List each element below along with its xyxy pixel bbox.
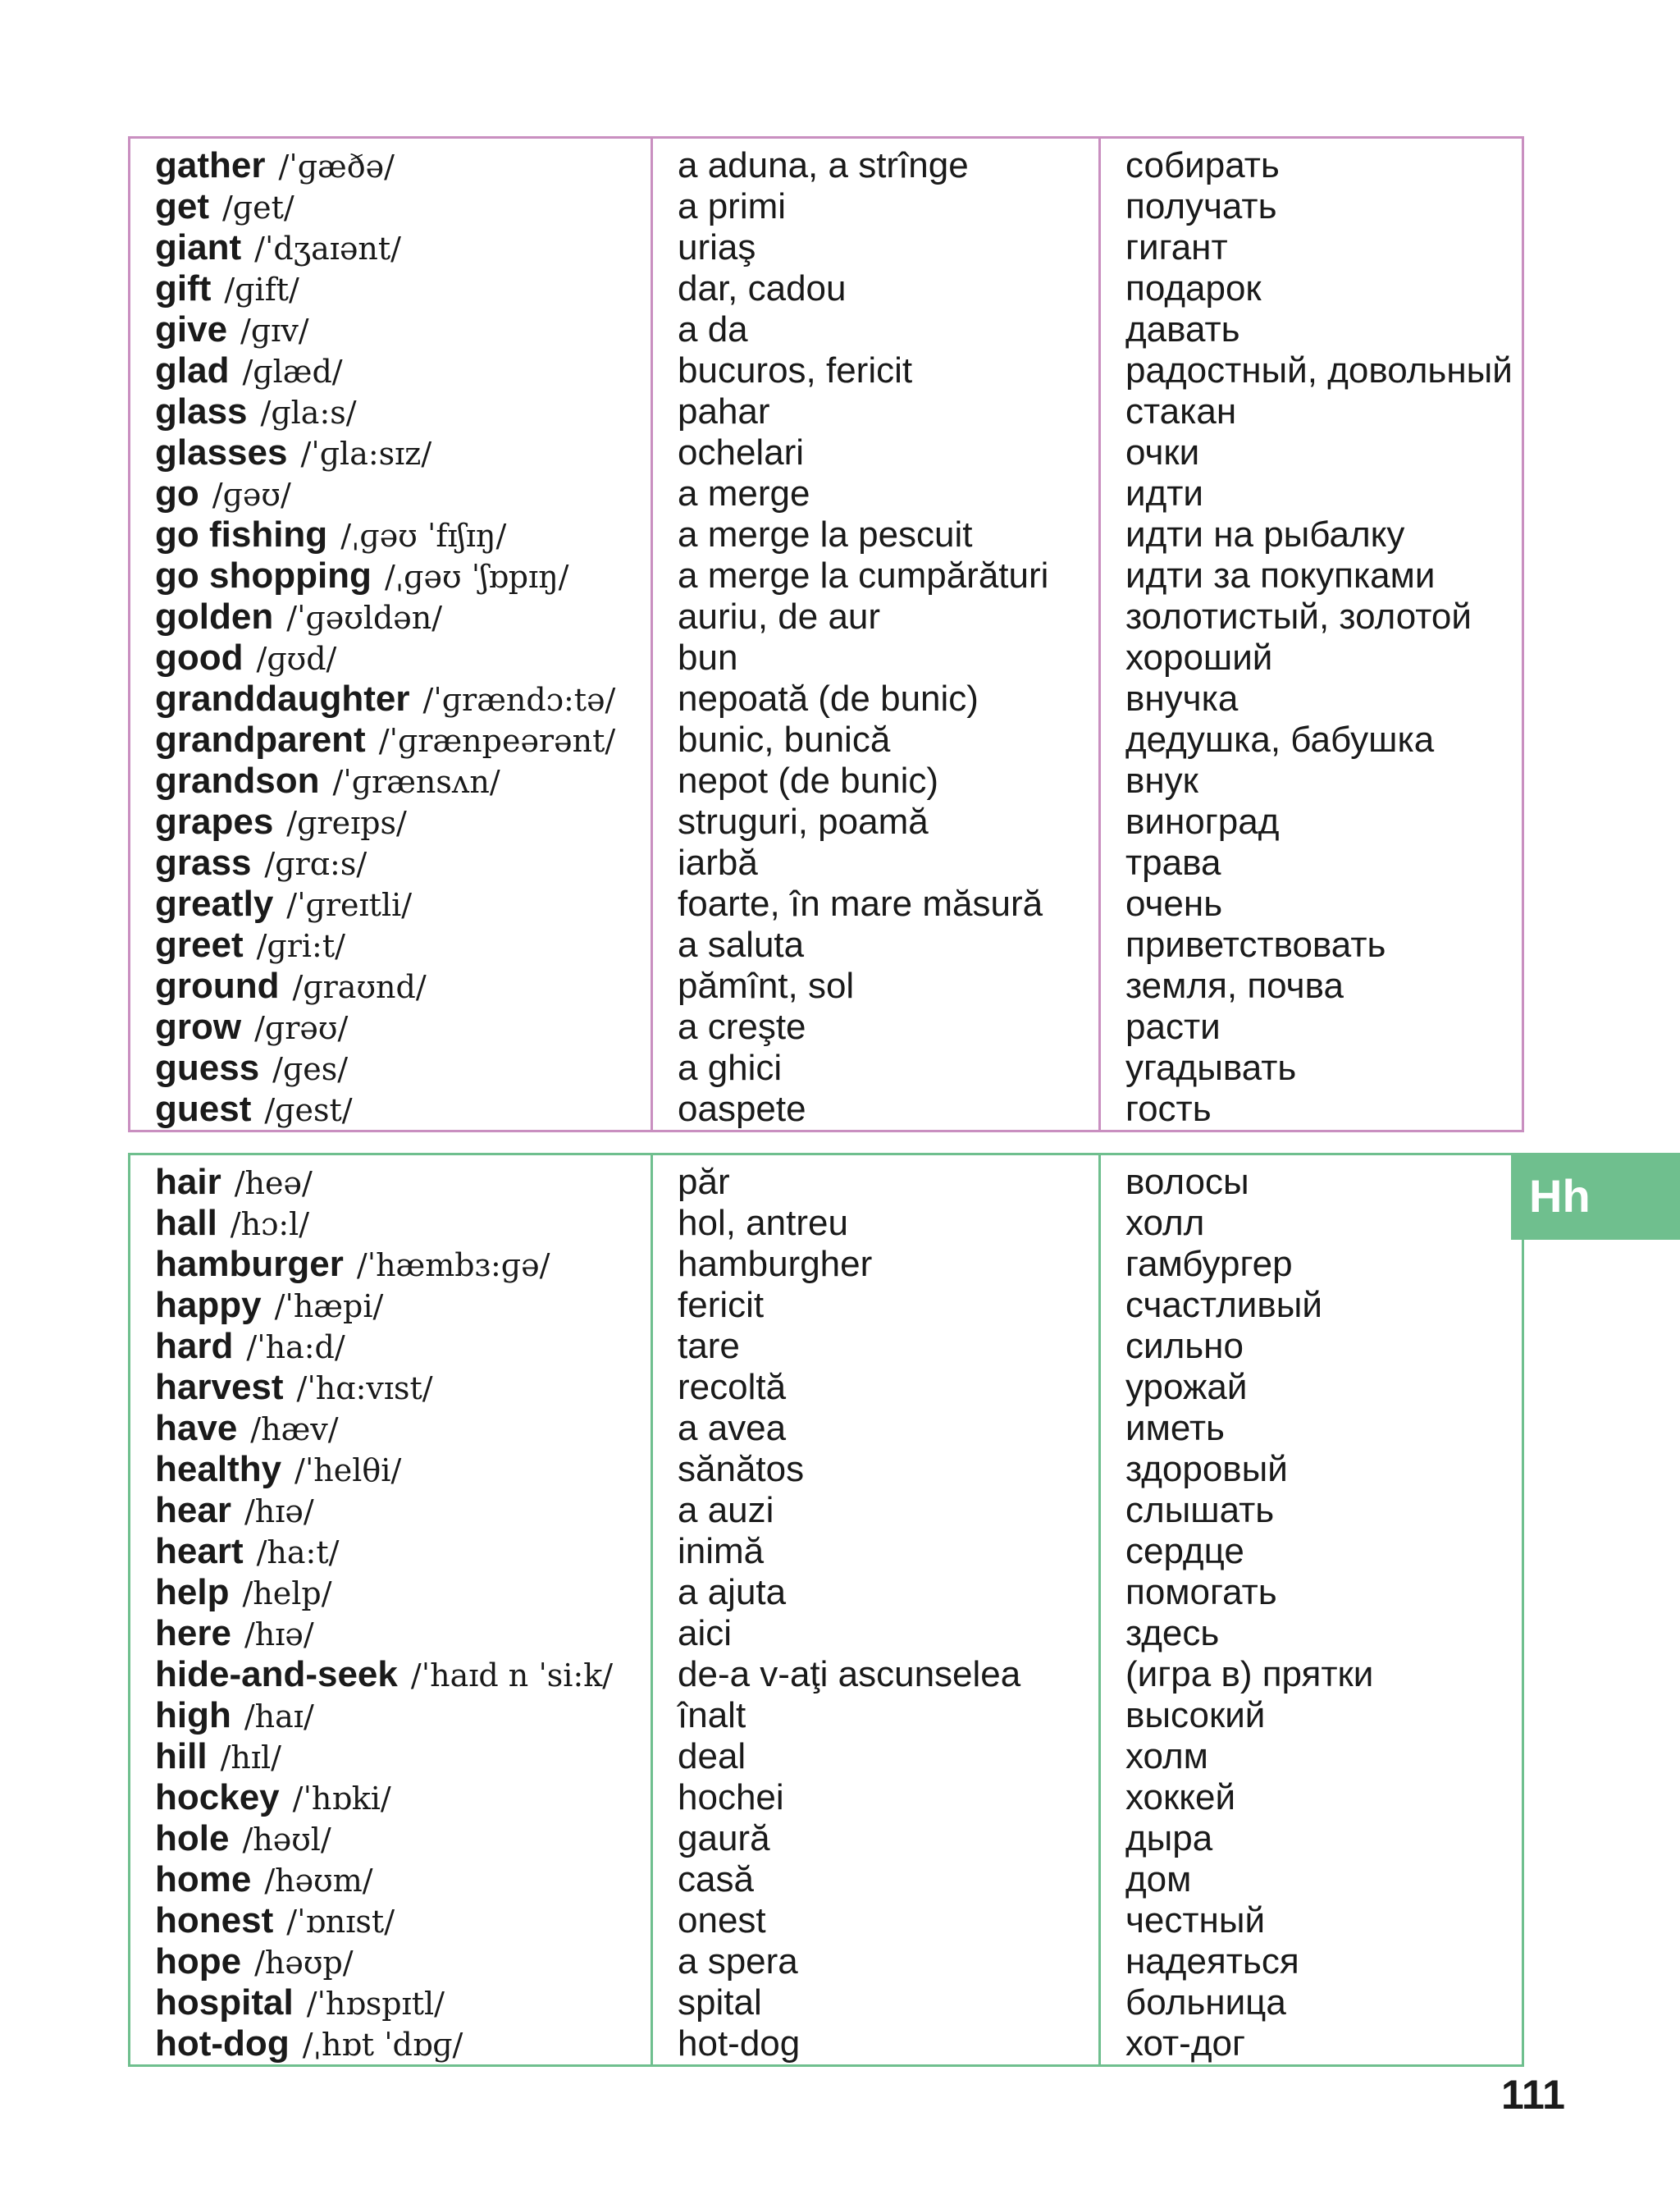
entry-transcription: /ɡrəʊ/: [254, 1010, 349, 1046]
entry-word: get: [155, 186, 209, 226]
entry-word: hill: [155, 1736, 208, 1776]
romanian-column: [652, 1154, 1100, 2066]
entry-english: [130, 1736, 651, 1777]
entry-russian: трава: [1125, 843, 1221, 883]
entry-word: happy: [155, 1285, 262, 1325]
entry-russian: слышать: [1125, 1490, 1275, 1530]
entry-english: [130, 514, 651, 555]
entry-transcription: /ɡraʊnd/: [292, 969, 427, 1005]
entry-word: good: [155, 638, 244, 678]
entry-romanian: dar, cadou: [678, 268, 847, 309]
entry-transcription: /ˈhɒki/: [292, 1780, 391, 1817]
entry-romanian: a merge: [678, 473, 810, 514]
entry-russian: угадывать: [1125, 1048, 1297, 1088]
entry-russian: внучка: [1125, 679, 1239, 719]
entry-romanian: a aduna, a strînge: [678, 145, 969, 185]
entry-word: hockey: [155, 1777, 280, 1817]
entry-english: [130, 145, 651, 186]
entry-russian: получать: [1125, 186, 1277, 226]
entry-romanian: a da: [678, 309, 748, 350]
entry-romanian: sănătos: [678, 1449, 805, 1489]
entry-romanian: deal: [678, 1736, 746, 1776]
entry-word: have: [155, 1408, 238, 1448]
entry-english: [130, 1941, 651, 1982]
entry-word: high: [155, 1695, 231, 1735]
entry-english: [130, 802, 651, 843]
entry-romanian: de-a v-aţi ascunselea: [678, 1654, 1021, 1694]
entry-russian: гигант: [1125, 227, 1228, 267]
entry-romanian: a spera: [678, 1941, 798, 1982]
entry-word: guess: [155, 1048, 260, 1088]
entry-russian: хоккей: [1125, 1777, 1236, 1817]
entry-word: grandson: [155, 761, 320, 801]
entry-russian: хот-дог: [1125, 2023, 1246, 2064]
entry-romanian: fericit: [678, 1285, 765, 1325]
entry-romanian: iarbă: [678, 843, 758, 883]
entry-transcription: /ɡlæd/: [242, 354, 343, 390]
entry-word: healthy: [155, 1449, 282, 1489]
entry-romanian: pămînt, sol: [678, 966, 855, 1006]
entry-transcription: /ˈɒnɪst/: [286, 1904, 395, 1940]
entry-romanian: a merge la pescuit: [678, 514, 973, 555]
english-column: [130, 138, 652, 1131]
entry-word: go shopping: [155, 555, 372, 596]
entry-word: glad: [155, 350, 230, 391]
entry-word: hard: [155, 1326, 234, 1366]
entry-romanian: a saluta: [678, 925, 805, 965]
entry-transcription: /ɡri:t/: [256, 928, 345, 964]
entry-russian: земля, почва: [1125, 966, 1344, 1006]
entry-english: [130, 227, 651, 268]
vocabulary-table-g: [128, 136, 1524, 1132]
entry-romanian: hot-dog: [678, 2023, 801, 2064]
entry-english: [130, 843, 651, 884]
entry-word: gather: [155, 145, 266, 185]
entry-word: go fishing: [155, 514, 328, 555]
entry-transcription: /ˈhaɪd n ˈsi:k/: [410, 1657, 614, 1694]
entry-russian: радостный, довольный: [1125, 350, 1513, 391]
entry-romanian: bunic, bunică: [678, 720, 891, 760]
entry-transcription: /ˈhæmbɜ:ɡə/: [356, 1247, 550, 1283]
entry-russian: сердце: [1125, 1531, 1244, 1571]
entry-transcription: /ɡift/: [224, 272, 299, 308]
entry-word: hamburger: [155, 1244, 344, 1284]
entry-romanian: uriaş: [678, 227, 756, 267]
russian-column: [1100, 138, 1523, 1131]
entry-romanian: nepot (de bunic): [678, 761, 938, 801]
entry-russian: собирать: [1125, 145, 1280, 185]
entry-romanian: spital: [678, 1982, 762, 2023]
entry-english: [130, 1449, 651, 1490]
russian-column: [1100, 1154, 1523, 2066]
entry-transcription: /ˈha:d/: [246, 1329, 345, 1365]
entry-word: harvest: [155, 1367, 284, 1407]
entry-russian: хороший: [1125, 638, 1273, 678]
entry-word: grapes: [155, 802, 274, 842]
entry-transcription: /ˈɡrænpeərənt/: [378, 723, 616, 759]
entry-word: hope: [155, 1941, 242, 1982]
entry-transcription: /ɡreɪps/: [286, 805, 407, 841]
entry-romanian: nepoată (de bunic): [678, 679, 979, 719]
entry-word: guest: [155, 1089, 252, 1129]
romanian-column: [652, 138, 1100, 1131]
entry-english: [130, 1900, 651, 1941]
entry-transcription: /heə/: [234, 1165, 313, 1201]
entry-transcription: /ˈhelθi/: [294, 1452, 402, 1488]
entry-word: hide-and-seek: [155, 1654, 398, 1694]
entry-russian: сильно: [1125, 1326, 1244, 1366]
entry-romanian: struguri, poamă: [678, 802, 929, 842]
entry-english: [130, 1777, 651, 1818]
entry-romanian: foarte, în mare măsură: [678, 884, 1043, 924]
entry-transcription: /ˈɡəʊldən/: [286, 600, 443, 636]
entry-english: [130, 1408, 651, 1449]
entry-english: [130, 1244, 651, 1285]
entry-russian: расти: [1125, 1007, 1221, 1047]
entry-russian: очки: [1125, 432, 1200, 473]
entry-transcription: /ˈhɒspɪtl/: [306, 1986, 445, 2022]
entry-english: [130, 2023, 651, 2064]
entry-russian: идти за покупками: [1125, 555, 1436, 596]
entry-transcription: /həʊm/: [264, 1863, 373, 1899]
entry-russian: идти на рыбалку: [1125, 514, 1405, 555]
entry-english: [130, 309, 651, 350]
entry-romanian: pahar: [678, 391, 770, 432]
entry-transcription: /həʊl/: [242, 1822, 331, 1858]
entry-english: [130, 1531, 651, 1572]
entry-word: gift: [155, 268, 212, 309]
entry-romanian: hochei: [678, 1777, 784, 1817]
entry-word: hospital: [155, 1982, 294, 2023]
entry-english: [130, 761, 651, 802]
entry-word: glass: [155, 391, 248, 432]
entry-russian: дом: [1125, 1859, 1192, 1899]
entry-word: home: [155, 1859, 252, 1899]
entry-russian: гость: [1125, 1089, 1212, 1129]
entry-romanian: casă: [678, 1859, 754, 1899]
entry-romanian: bucuros, fericit: [678, 350, 913, 391]
entry-romanian: înalt: [678, 1695, 746, 1735]
entry-romanian: hamburgher: [678, 1244, 873, 1284]
entry-transcription: /ˈhɑ:vɪst/: [296, 1370, 433, 1406]
entry-english: [130, 679, 651, 720]
entry-russian: идти: [1125, 473, 1203, 514]
entry-transcription: /ˌhɒt ˈdɒɡ/: [302, 2027, 463, 2063]
entry-russian: холм: [1125, 1736, 1208, 1776]
entry-english: [130, 1089, 651, 1130]
entry-russian: виноград: [1125, 802, 1280, 842]
entry-transcription: /ɡest/: [264, 1092, 353, 1128]
entry-word: give: [155, 309, 228, 350]
entry-english: [130, 473, 651, 514]
entry-word: hole: [155, 1818, 230, 1858]
entry-english: [130, 1818, 651, 1859]
entry-romanian: ochelari: [678, 432, 805, 473]
entry-english: [130, 1203, 651, 1244]
entry-transcription: /ˈhæpi/: [274, 1288, 384, 1324]
entry-russian: надеяться: [1125, 1941, 1299, 1982]
entry-english: [130, 1654, 651, 1695]
entry-english: [130, 391, 651, 432]
entry-transcription: /həʊp/: [254, 1945, 354, 1981]
entry-word: here: [155, 1613, 231, 1653]
entry-word: heart: [155, 1531, 244, 1571]
entry-word: hot-dog: [155, 2023, 290, 2064]
entry-word: grass: [155, 843, 252, 883]
page-number: 111: [1501, 2072, 1565, 2118]
entry-russian: честный: [1125, 1900, 1266, 1940]
entry-russian: стакан: [1125, 391, 1237, 432]
entry-romanian: a ghici: [678, 1048, 783, 1088]
entry-romanian: inimă: [678, 1531, 765, 1571]
entry-transcription: /hɪə/: [244, 1493, 314, 1529]
english-column: [130, 1154, 652, 2066]
entry-romanian: a creşte: [678, 1007, 806, 1047]
entry-transcription: /ɡrɑ:s/: [264, 846, 368, 882]
entry-english: [130, 1695, 651, 1736]
entry-russian: урожай: [1125, 1367, 1248, 1407]
entry-russian: холл: [1125, 1203, 1205, 1243]
entry-english: [130, 720, 651, 761]
entry-russian: высокий: [1125, 1695, 1266, 1735]
entry-russian: (игра в) прятки: [1125, 1654, 1374, 1694]
entry-romanian: a avea: [678, 1408, 787, 1448]
entry-transcription: /ˌɡəʊ ˈfɪʃɪŋ/: [340, 518, 507, 554]
entry-transcription: /ɡɪv/: [240, 313, 309, 349]
entry-english: [130, 186, 651, 227]
entry-russian: помогать: [1125, 1572, 1277, 1612]
entry-english: [130, 1367, 651, 1408]
entry-english: [130, 1285, 651, 1326]
entry-transcription: /ˈɡrænsʌn/: [332, 764, 500, 800]
entry-english: [130, 555, 651, 597]
entry-english: [130, 925, 651, 966]
entry-english: [130, 268, 651, 309]
entry-russian: волосы: [1125, 1162, 1249, 1202]
entry-romanian: păr: [678, 1162, 730, 1202]
entry-transcription: /ˈdʒaɪənt/: [254, 231, 401, 267]
entry-word: grow: [155, 1007, 242, 1047]
entry-english: [130, 966, 651, 1007]
entry-english: [130, 1859, 651, 1900]
entry-english: [130, 432, 651, 473]
entry-transcription: /ha:t/: [256, 1534, 340, 1570]
entry-russian: подарок: [1125, 268, 1262, 309]
entry-word: hear: [155, 1490, 231, 1530]
entry-transcription: /haɪ/: [244, 1698, 314, 1735]
letter-tab-h: Hh: [1511, 1153, 1680, 1240]
entry-transcription: /ɡes/: [272, 1051, 349, 1087]
entry-transcription: /hɪl/: [220, 1739, 281, 1776]
entry-transcription: /ˈɡæðə/: [278, 149, 395, 185]
entry-word: honest: [155, 1900, 274, 1940]
entry-russian: дыра: [1125, 1818, 1213, 1858]
entry-word: glasses: [155, 432, 288, 473]
entry-romanian: gaură: [678, 1818, 770, 1858]
entry-word: giant: [155, 227, 242, 267]
entry-russian: иметь: [1125, 1408, 1225, 1448]
entry-transcription: /ˈɡreɪtli/: [286, 887, 413, 923]
entry-transcription: /ɡla:s/: [260, 395, 357, 431]
entry-word: golden: [155, 597, 274, 637]
entry-word: granddaughter: [155, 679, 410, 719]
entry-russian: здесь: [1125, 1613, 1220, 1653]
entry-romanian: oaspete: [678, 1089, 806, 1129]
entry-english: [130, 1162, 651, 1203]
entry-romanian: hol, antreu: [678, 1203, 848, 1243]
entry-russian: давать: [1125, 309, 1240, 350]
entry-english: [130, 1326, 651, 1367]
entry-transcription: /help/: [242, 1575, 332, 1611]
entry-transcription: /hɪə/: [244, 1616, 314, 1652]
entry-romanian: tare: [678, 1326, 740, 1366]
entry-english: [130, 1490, 651, 1531]
entry-romanian: a primi: [678, 186, 787, 226]
entry-word: hair: [155, 1162, 221, 1202]
entry-romanian: recoltă: [678, 1367, 787, 1407]
entry-russian: здоровый: [1125, 1449, 1288, 1489]
entry-russian: приветствовать: [1125, 925, 1386, 965]
entry-romanian: bun: [678, 638, 738, 678]
entry-transcription: /ˈɡla:sɪz/: [300, 436, 432, 472]
entry-russian: дедушка, бабушка: [1125, 720, 1435, 760]
entry-english: [130, 597, 651, 638]
entry-russian: больница: [1125, 1982, 1286, 2023]
entry-romanian: a merge la cumpărături: [678, 555, 1049, 596]
entry-english: [130, 638, 651, 679]
entry-word: grandparent: [155, 720, 366, 760]
entry-word: greet: [155, 925, 244, 965]
entry-english: [130, 1007, 651, 1048]
entry-transcription: /hæv/: [250, 1411, 339, 1447]
entry-english: [130, 350, 651, 391]
entry-word: hall: [155, 1203, 217, 1243]
entry-transcription: /ɡet/: [222, 190, 294, 226]
entry-romanian: onest: [678, 1900, 766, 1940]
entry-word: help: [155, 1572, 230, 1612]
entry-transcription: /ˌɡəʊ ˈʃɒpɪŋ/: [384, 559, 569, 595]
entry-word: ground: [155, 966, 280, 1006]
entry-russian: гамбургер: [1125, 1244, 1293, 1284]
entry-romanian: a ajuta: [678, 1572, 787, 1612]
entry-romanian: a auzi: [678, 1490, 774, 1530]
entry-transcription: /hɔ:l/: [230, 1206, 310, 1242]
entry-word: greatly: [155, 884, 274, 924]
entry-english: [130, 1572, 651, 1613]
entry-russian: внук: [1125, 761, 1198, 801]
vocabulary-table-h: [128, 1153, 1524, 2067]
entry-word: go: [155, 473, 199, 514]
entry-english: [130, 1982, 651, 2023]
entry-english: [130, 884, 651, 925]
entry-romanian: auriu, de aur: [678, 597, 881, 637]
entry-transcription: /ˈɡrændɔ:tə/: [422, 682, 616, 718]
entry-transcription: /ɡəʊ/: [212, 477, 291, 513]
entry-russian: очень: [1125, 884, 1223, 924]
entry-english: [130, 1613, 651, 1654]
entry-russian: золотистый, золотой: [1125, 597, 1472, 637]
entry-transcription: /ɡʊd/: [256, 641, 337, 677]
entry-english: [130, 1048, 651, 1089]
entry-romanian: aici: [678, 1613, 733, 1653]
entry-russian: счастливый: [1125, 1285, 1322, 1325]
